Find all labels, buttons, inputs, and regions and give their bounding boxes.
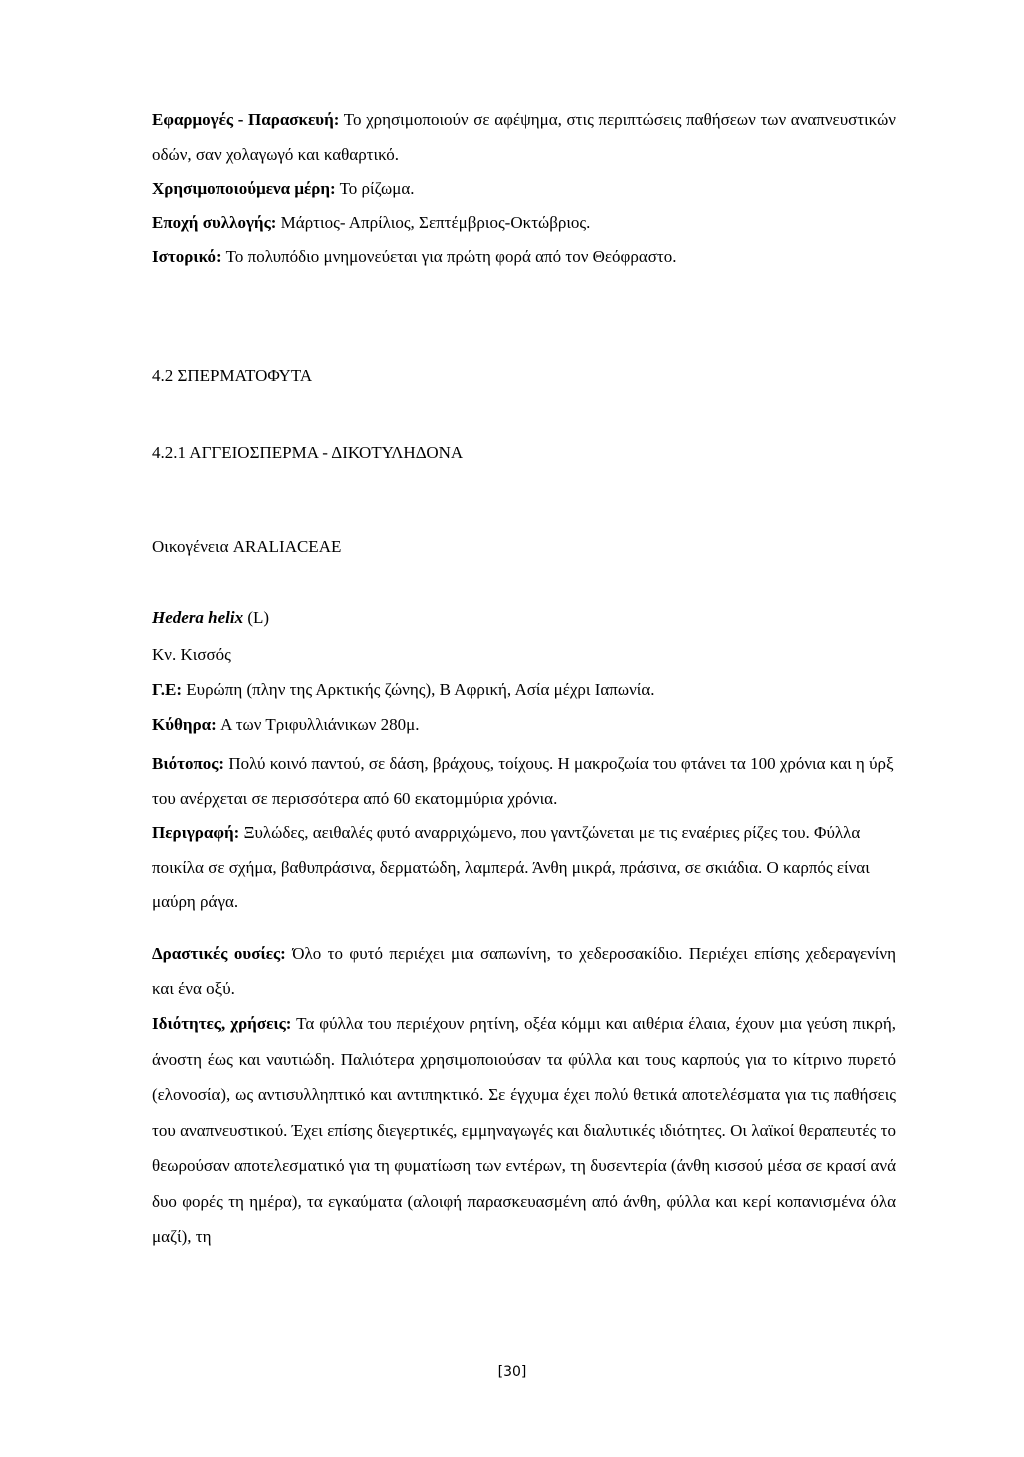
- kythira-text: Α των Τριφυλλιάνικων 280μ.: [220, 715, 420, 734]
- season-paragraph: [152, 206, 896, 241]
- season-label: Εποχή συλλογής:: [152, 213, 277, 232]
- description-label: Περιγραφή:: [152, 823, 240, 842]
- substances-text: Όλο το φυτό περιέχει μια σαπωνίνη, το χεδεροσακίδιο. Περιέχει επίσης χεδεραγενίνη και ένα οξύ.: [152, 944, 897, 998]
- latin-name: Hedera helix: [152, 608, 244, 627]
- description-paragraph: [152, 816, 902, 920]
- applications-text: Το χρησιμοποιούν σε αφέψημα, στις περιπτώσεις παθήσεων των αναπνευστικών οδών, σαν χολαγωγό και καθαρτικό.: [152, 110, 896, 164]
- parts-label: Χρησιμοποιούμενα μέρη:: [152, 179, 336, 198]
- page-number: [30]: [497, 1364, 527, 1380]
- habitat-text: Πολύ κοινό παντού, σε δάση, βράχους, τοίχους. Η μακροζωία του φτάνει τα 100 χρόνια και η ύρξ του ανέρχεται σε περισσότερα από 60 εκατομμύρια χρόνια.: [152, 754, 894, 808]
- history-text: Το πολυπόδιο μνημονεύεται για πρώτη φορά από τον Θεόφραστο.: [225, 247, 677, 266]
- distribution-line: [152, 680, 655, 700]
- family-heading: Οικογένεια ARALIACEAE: [152, 537, 342, 556]
- parts-text: Το ρίζωμα.: [339, 179, 415, 198]
- habitat-label: Βιότοπος:: [152, 754, 225, 773]
- properties-text: Τα φύλλα του περιέχουν ρητίνη, οξέα κόμμι και αιθέρια έλαια, έχουν μια γεύση πικρή, άνοστη έως και ναυτιώδη. Παλιότερα χρησιμοποιούσαν τα φύλλα και τους καρπούς για το κίτρινο πυρετό (ελονοσία), ως αντισυλληπτικό και αντιπηκτικό. Σε έγχυμα έχει πολύ θετικά αποτελέσματα για τις παθήσεις του αναπνευστικού. Έχει επίσης διεγερτικές, εμμηναγωγές και διαλυτικές ιδιότητες. Οι λαϊκοί θεραπευτές το θεωρούσαν αποτελεσματικό για τη φυματίωση των εντέρων, τη δυσεντερία (άνθη κισσού μέσα σε κρασί ανά δυο φορές τη ημέρα), τα εγκαύματα (αλοιφή παρασκευασμένη από άνθη, φύλλα και κερί κοπανισμένα όλα μαζί), τη: [152, 1014, 896, 1246]
- season-text: Μάρτιος- Απρίλιος, Σεπτέμβριος-Οκτώβριος.: [280, 213, 591, 232]
- properties-paragraph: [152, 1006, 896, 1255]
- distribution-label: Γ.Ε:: [152, 680, 183, 699]
- history-paragraph: [152, 240, 896, 275]
- section-heading: 4.2 ΣΠΕΡΜΑΤΟΦΥΤΑ: [152, 366, 313, 385]
- common-name: Κν. Κισσός: [152, 645, 231, 664]
- properties-label: Ιδιότητες, χρήσεις:: [152, 1014, 292, 1033]
- distribution-text: Ευρώπη (πλην της Αρκτικής ζώνης), Β Αφρική, Ασία μέχρι Ιαπωνία.: [186, 680, 655, 699]
- species-author: (L): [247, 608, 270, 627]
- kythira-line: [152, 715, 419, 735]
- subsection-heading: 4.2.1 ΑΓΓΕΙΟΣΠΕΡΜΑ - ΔΙΚΟΤΥΛΗΔΟΝΑ: [152, 443, 464, 462]
- history-label: Ιστορικό:: [152, 247, 222, 266]
- applications-label: Εφαρμογές - Παρασκευή:: [152, 110, 340, 129]
- parts-paragraph: [152, 172, 896, 207]
- species-name: [152, 608, 269, 628]
- description-text: Ξυλώδες, αειθαλές φυτό αναρριχώμενο, που γαντζώνεται με τις εναέριες ρίζες του. Φύλλα ποικίλα σε σχήμα, βαθυπράσινα, δερματώδη, λαμπερά. Άνθη μικρά, πράσινα, σε σκιάδια. Ο καρπός είναι μαύρη ράγα.: [152, 823, 870, 911]
- substances-paragraph: [152, 937, 896, 1006]
- kythira-label: Κύθηρα:: [152, 715, 217, 734]
- substances-label: Δραστικές ουσίες:: [152, 944, 286, 963]
- applications-paragraph: [152, 103, 896, 172]
- habitat-paragraph: [152, 747, 902, 816]
